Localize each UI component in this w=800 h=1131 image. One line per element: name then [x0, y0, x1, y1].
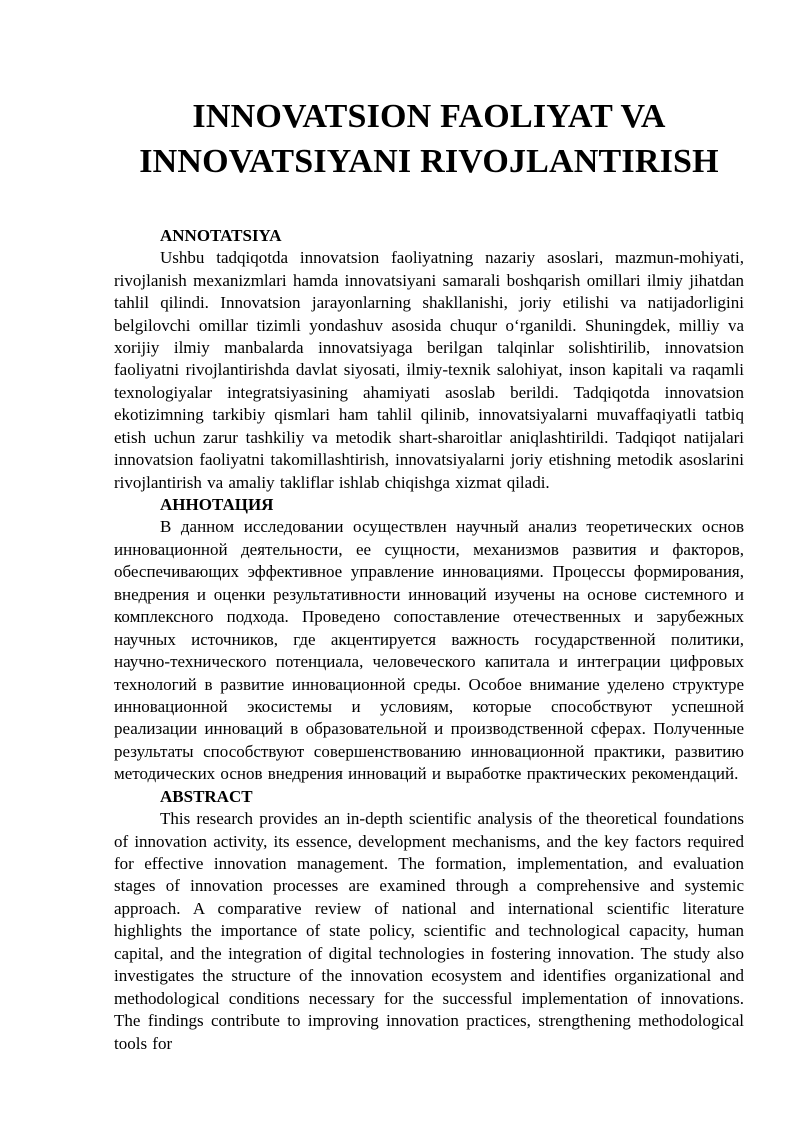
section-heading: ABSTRACT	[160, 786, 253, 806]
section-body: Ushbu tadqiqotda innovatsion faoliyatning nazariy asoslari, mazmun-mohiyati, rivojlanish mexanizmlari hamda innovatsiyani samarali boshqarish omillari ilmiy jihatdan tahlil qilindi. Innovatsion jarayonlarning shakllanishi, joriy etilishi va natijadorligini belgilovchi omillar tizimli yondashuv asosida chuqur o‘rganildi. Shuningdek, milliy va xorijiy ilmiy manbalarda innovatsiyaga berilgan talqinlar solishtirilib, innovatsion faoliyatni rivojlantirishda davlat siyosati, ilmiy-texnik salohiyat, inson kapitali va raqamli texnologiyalar integratsiyasining ahamiyati asoslab berildi. Tadqiqotda innovatsion ekotizimning tarkibiy qismlari ham tahlil qilinib, innovatsiyalarni muvaffaqiyatli tatbiq etish uchun zarur tashkiliy va metodik shart-sharoitlar aniqlashtirildi. Tadqiqot natijalari innovatsion faoliyatni takomillashtirish, innovatsiyalarni joriy etishning metodik asoslarini rivojlantirish va amaliy takliflar ishlab chiqishga xizmat qiladi.	[114, 248, 744, 492]
section-annotaciya-ru	[114, 494, 744, 786]
section-heading: АННОТАЦИЯ	[160, 495, 274, 514]
section-annotatsiya	[114, 225, 744, 494]
section-body: This research provides an in-depth scientific analysis of the theoretical foundations of innovation activity, its essence, development mechanisms, and the key factors required for effective innovation management. The formation, implementation, and evaluation stages of innovation processes are examined through a comprehensive and systemic approach. A comparative review of national and international scientific literature highlights the importance of state policy, scientific and technological capacity, human capital, and the integration of digital technologies in fostering innovation. The study also investigates the structure of the innovation ecosystem and identifies organizational and methodological conditions necessary for the successful implementation of innovations. The findings contribute to improving innovation practices, strengthening methodological tools for	[114, 809, 744, 1053]
section-body: В данном исследовании осуществлен научный анализ теоретических основ инновационной деятельности, ее сущности, механизмов развития и факторов, обеспечивающих эффективное управление инновациями. Процессы формирования, внедрения и оценки результативности инноваций изучены на основе системного и комплексного подхода. Проведено сопоставление отечественных и зарубежных научных источников, где акцентируется важность государственной политики, научно-технического потенциала, человеческого капитала и интеграции цифровых технологий в развитие инновационной среды. Особое внимание уделено структуре инновационной экосистемы и условиям, которые способствуют успешной реализации инноваций в образовательной и производственной сферах. Полученные результаты способствуют совершенствованию инновационной практики, развитию методических основ внедрения инноваций и выработке практических рекомендаций.	[114, 517, 744, 784]
document-title: INNOVATSION FAOLIYAT VA INNOVATSIYANI RIVOJLANTIRISH	[139, 98, 719, 180]
section-abstract	[114, 786, 744, 1055]
section-heading: ANNOTATSIYA	[160, 225, 282, 245]
